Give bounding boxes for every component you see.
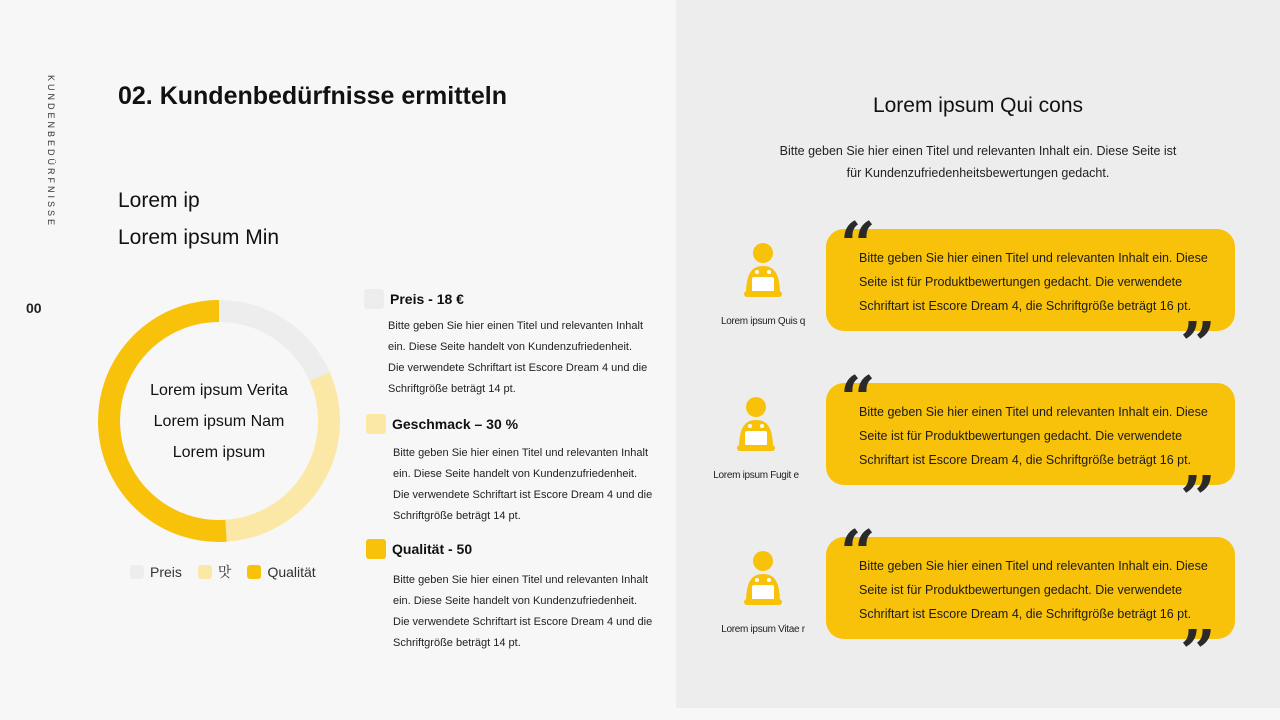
side-label: KUNDENBEDÜRFNISSE [46, 75, 56, 229]
entry-heading-preis: Preis - 18 € [390, 291, 464, 307]
review-text-1: Bitte geben Sie hier einen Titel und relevanten Inhalt ein. Diese Seite ist für Produktbewertungen gedacht. Die verwendete Schriftart ist Escore Dream 4, die Schriftgröße beträgt 16 pt. [859, 251, 1208, 313]
person-reading-icon [733, 397, 779, 461]
entry-body-geschmack: Bitte geben Sie hier einen Titel und relevanten Inhalt ein. Diese Seite handelt von Kundenzufriedenheit. Die verwendete Schriftart ist Escore Dream 4 und die Schriftgröße beträgt 14 pt. [393, 447, 653, 522]
entry-heading-qualitaet: Qualität - 50 [392, 541, 473, 557]
legend-item-qualitaet [247, 564, 315, 580]
reviews-description: Bitte geben Sie hier einen Titel und relevanten Inhalt ein. Diese Seite ist für Kundenzufriedenheitsbewertungen gedacht. [779, 144, 1177, 180]
close-quote-icon: ” [1180, 462, 1216, 535]
donut-center-label [96, 298, 342, 544]
reviewer-name-1: Lorem ipsum Quis q [720, 316, 806, 327]
person-reading-icon [740, 243, 786, 307]
review-bubble-1 [826, 229, 1235, 331]
review-text-2: Bitte geben Sie hier einen Titel und relevanten Inhalt ein. Diese Seite ist für Produktbewertungen gedacht. Die verwendete Schriftart ist Escore Dream 4, die Schriftgröße beträgt 16 pt. [859, 405, 1208, 467]
close-quote-icon: ” [1180, 308, 1216, 381]
review-bubble-3 [826, 537, 1235, 639]
entry-swatch-preis [364, 289, 384, 309]
entry-swatch-geschmack [366, 414, 386, 434]
close-quote-icon: ” [1180, 616, 1216, 689]
open-quote-icon: “ [840, 516, 876, 589]
open-quote-icon: “ [840, 362, 876, 435]
reviewer-name-3: Lorem ipsum Vitae r [721, 624, 805, 635]
legend-swatch-preis [130, 565, 144, 579]
reviewer-name-2: Lorem ipsum Fugit e [713, 470, 799, 481]
subtitle-line-1: Lorem ip [118, 189, 200, 212]
page-number: 00 [26, 300, 42, 316]
legend-label-preis: Preis [150, 564, 182, 580]
legend-item-geschmack [198, 562, 232, 582]
person-reading-icon [740, 551, 786, 615]
reviews-title: Lorem ipsum Qui cons [872, 94, 1084, 117]
entry-swatch-qualitaet [366, 539, 386, 559]
entry-body-preis: Bitte geben Sie hier einen Titel und relevanten Inhalt ein. Diese Seite handelt von Kundenzufriedenheit. Die verwendete Schriftart ist Escore Dream 4 und die Schriftgröße beträgt 14 pt. [388, 320, 648, 395]
review-bubble-2 [826, 383, 1235, 485]
legend-swatch-qualitaet [247, 565, 261, 579]
subtitle-line-2: Lorem ipsum Min [118, 226, 280, 249]
chart-legend [130, 562, 332, 582]
open-quote-icon: “ [840, 208, 876, 281]
entry-body-qualitaet: Bitte geben Sie hier einen Titel und relevanten Inhalt ein. Diese Seite handelt von Kundenzufriedenheit. Die verwendete Schriftart ist Escore Dream 4 und die Schriftgröße beträgt 14 pt. [393, 574, 653, 649]
review-text-3: Bitte geben Sie hier einen Titel und relevanten Inhalt ein. Diese Seite ist für Produktbewertungen gedacht. Die verwendete Schriftart ist Escore Dream 4, die Schriftgröße beträgt 16 pt. [859, 559, 1208, 621]
legend-item-preis [130, 564, 182, 580]
legend-label-qualitaet: Qualität [267, 564, 316, 580]
donut-center-line-2: Lorem ipsum Nam [153, 412, 285, 430]
donut-center-line-1: Lorem ipsum Verita [150, 381, 288, 399]
donut-center-line-3: Lorem ipsum [172, 443, 266, 461]
entry-heading-geschmack: Geschmack – 30 % [392, 416, 519, 432]
legend-label-geschmack: 맛 [217, 564, 232, 580]
legend-swatch-geschmack [198, 565, 212, 579]
slide-title: 02. Kundenbedürfnisse ermitteln [118, 82, 507, 110]
